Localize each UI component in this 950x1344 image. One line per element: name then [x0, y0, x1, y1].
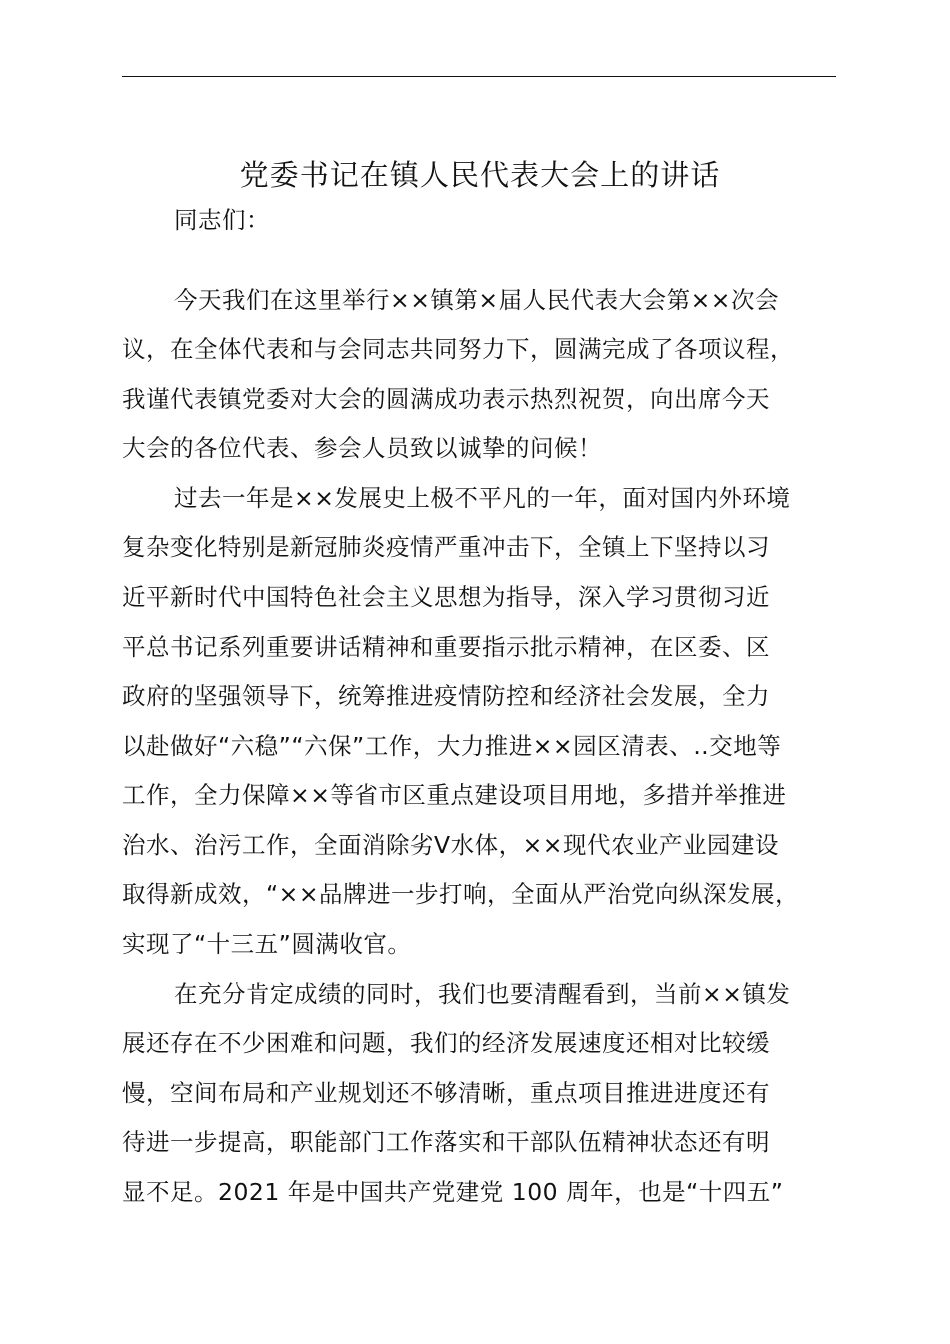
body-line: 同志们：: [174, 206, 270, 234]
body-line: 显不足。2021 年是中国共产党建党 100 周年，也是“十四五”: [122, 1178, 784, 1206]
body-line: 政府的坚强领导下，统筹推进疫情防控和经济社会发展，全力: [122, 682, 770, 710]
body-line: 今天我们在这里举行××镇第×届人民代表大会第××次会: [174, 286, 779, 314]
body-line: 过去一年是××发展史上极不平凡的一年，面对国内外环境: [174, 484, 791, 512]
body-line: 展还存在不少困难和问题，我们的经济发展速度还相对比较缓: [122, 1029, 770, 1057]
document-title: 党委书记在镇人民代表大会上的讲话: [239, 158, 721, 192]
body-line: 待进一步提高，职能部门工作落实和干部队伍精神状态还有明: [122, 1128, 770, 1156]
body-line: 工作，全力保障××等省市区重点建设项目用地，多措并举推进: [122, 781, 787, 809]
body-line: 在充分肯定成绩的同时，我们也要清醒看到，当前××镇发: [174, 980, 791, 1008]
body-line: 议，在全体代表和与会同志共同努力下，圆满完成了各项议程，: [122, 335, 794, 363]
body-line: 治水、治污工作，全面消除劣Ⅴ水体，××现代农业产业园建设: [122, 831, 779, 859]
body-line: 慢，空间布局和产业规划还不够清晰，重点项目推进进度还有: [122, 1079, 770, 1107]
body-line: 复杂变化特别是新冠肺炎疫情严重冲击下，全镇上下坚持以习: [122, 533, 770, 561]
body-line: 大会的各位代表、参会人员致以诚挚的问候！: [122, 434, 602, 462]
body-line: 以赴做好“六稳”“六保”工作，大力推进××园区清表、‥交地等: [122, 732, 782, 760]
body-line: 实现了“十三五”圆满收官。: [122, 930, 412, 958]
body-line: 平总书记系列重要讲话精神和重要指示批示精神，在区委、区: [122, 633, 770, 661]
body-line: 近平新时代中国特色社会主义思想为指导，深入学习贯彻习近: [122, 583, 770, 611]
body-line: 我谨代表镇党委对大会的圆满成功表示热烈祝贺，向出席今天: [122, 385, 770, 413]
body-line: 取得新成效，“××品牌进一步打响，全面从严治党向纵深发展，: [122, 880, 800, 908]
header-rule: [122, 76, 836, 77]
